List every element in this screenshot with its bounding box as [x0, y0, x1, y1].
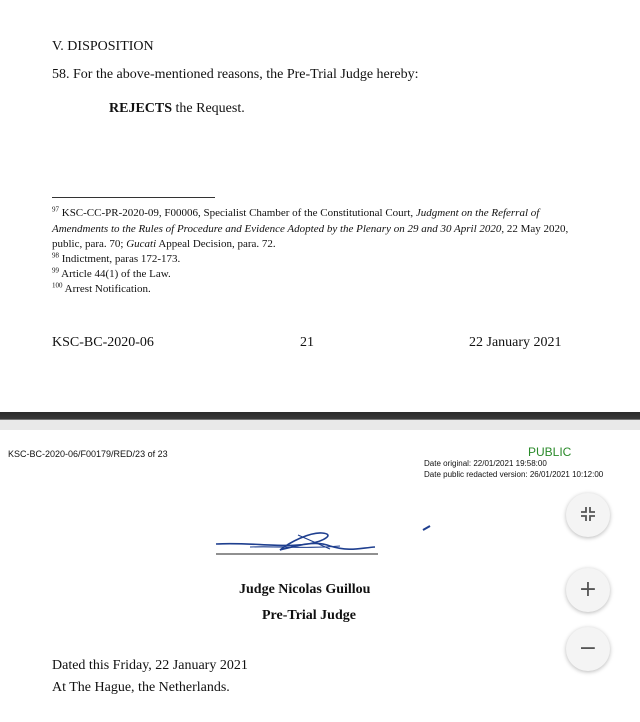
- section-heading: V. DISPOSITION: [52, 39, 154, 54]
- rejects-rest: the Request.: [172, 101, 245, 116]
- disposition-line: [109, 101, 245, 117]
- exit-fullscreen-icon: [579, 505, 597, 526]
- date-original: Date original: 22/01/2021 19:58:00: [424, 459, 547, 468]
- footnote-number: 99: [52, 266, 59, 275]
- footnote-text: KSC-CC-PR-2020-09, F00006, Specialist Chamber of the Constitutional Court,: [61, 207, 416, 219]
- date-redacted: Date public redacted version: 26/01/2021 10:12:00: [424, 470, 604, 479]
- place-line: At The Hague, the Netherlands.: [52, 680, 230, 695]
- footnote-99: [52, 267, 572, 283]
- footer-date: 22 January 2021: [469, 335, 562, 350]
- classification-label: PUBLIC: [528, 445, 572, 459]
- footnote-97: [52, 206, 572, 253]
- judge-name: Judge Nicolas Guillou: [239, 582, 371, 597]
- footnote-98: [52, 252, 572, 268]
- footer-case-number: KSC-BC-2020-06: [52, 335, 154, 350]
- dated-line: Dated this Friday, 22 January 2021: [52, 658, 248, 673]
- footnote-number: 98: [52, 251, 59, 260]
- minus-icon: −: [578, 636, 598, 661]
- footnote-text: , 22 May 2020, public, para. 70;: [52, 222, 569, 250]
- footnote-text: Indictment, paras 172-173.: [61, 253, 181, 265]
- footnote-text: Arrest Notification.: [64, 283, 151, 295]
- zoom-in-button[interactable]: [566, 568, 610, 612]
- footer-page-number: 21: [300, 335, 314, 350]
- footnote-text: Appeal Decision, para. 72.: [156, 238, 276, 250]
- page-gap: [0, 412, 640, 430]
- footnote-number: 100: [52, 281, 63, 290]
- footnote-italic-name: Gucati: [126, 238, 157, 250]
- zoom-out-button[interactable]: [566, 627, 610, 671]
- fit-page-button[interactable]: [566, 493, 610, 537]
- footnote-number: 97: [52, 205, 59, 214]
- plus-icon: +: [578, 577, 598, 602]
- paragraph-text: For the above-mentioned reasons, the Pre-Trial Judge hereby:: [73, 67, 419, 82]
- paragraph-number: 58.: [52, 67, 70, 82]
- footnote-100: [52, 282, 572, 298]
- signature-image: [210, 522, 440, 564]
- footnote-italic-title: Judgment on the Referral of Amendments to the Rules of Procedure and Evidence Adopted by the Plenary on 29 and 30 April 2020: [52, 207, 540, 235]
- document-page-23: [0, 430, 640, 722]
- document-reference: KSC-BC-2020-06/F00179/RED/23 of 23: [8, 449, 168, 459]
- footnote-separator: [52, 197, 215, 198]
- judge-title: Pre-Trial Judge: [262, 608, 356, 623]
- rejects-keyword: REJECTS: [109, 101, 173, 116]
- paragraph-58: [52, 67, 419, 83]
- footnote-text: Article 44(1) of the Law.: [61, 268, 171, 280]
